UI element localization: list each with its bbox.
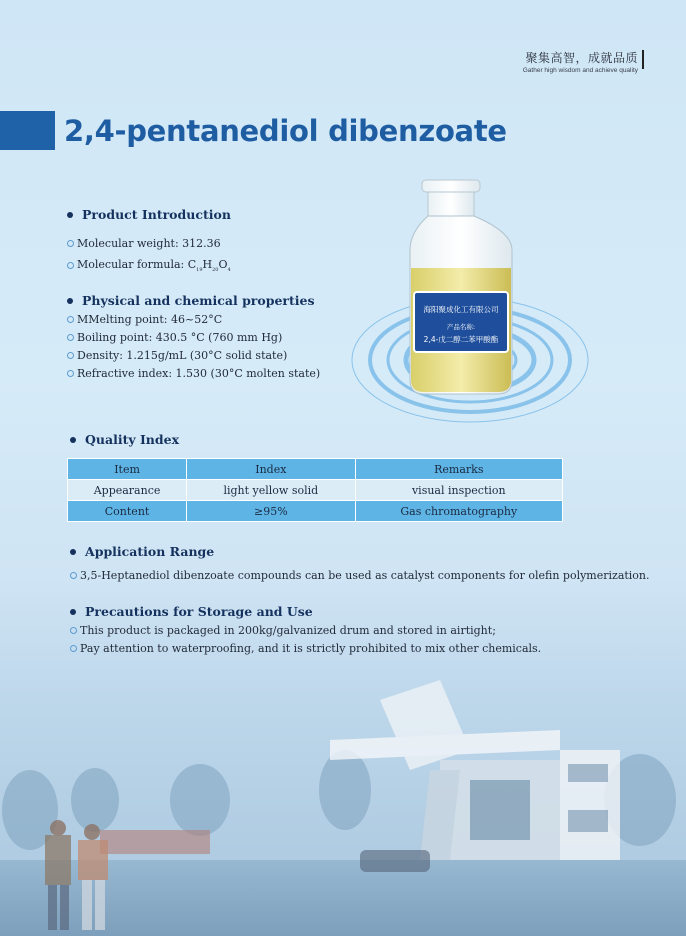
bullet-dot-icon xyxy=(67,212,73,218)
bottle-label-name: 2,4-戊二醇二苯甲酸酯 xyxy=(423,335,499,344)
table-header-cell: Remarks xyxy=(355,459,562,480)
application-heading xyxy=(70,544,214,559)
bullet-dot-icon xyxy=(70,437,76,443)
building xyxy=(330,680,620,860)
storage-item xyxy=(70,642,541,655)
product-intro-heading xyxy=(67,207,231,222)
table-cell: light yellow solid xyxy=(187,480,355,501)
table-cell: Gas chromatography xyxy=(355,501,562,522)
ring-bullet-icon xyxy=(67,316,74,323)
bottle-label-name-label: 产品名称: xyxy=(446,323,476,331)
storage-text: Pay attention to waterproofing, and it is strictly prohibited to mix other chemicals. xyxy=(80,642,542,655)
table-cell: visual inspection xyxy=(355,480,562,501)
quality-index-table xyxy=(67,458,563,522)
table-row xyxy=(68,480,563,501)
quality-heading xyxy=(70,432,179,447)
bullet-dot-icon xyxy=(67,298,73,304)
table-row xyxy=(68,501,563,522)
table-cell: ≥95% xyxy=(187,501,355,522)
property-item xyxy=(67,367,320,380)
property-text: MMelting point: 46~52°C xyxy=(77,313,223,326)
ring-bullet-icon xyxy=(70,627,77,634)
slogan-english: Gather high wisdom and achieve quality xyxy=(522,67,638,74)
heading-label: Application Range xyxy=(85,544,215,559)
table-header-cell: Item xyxy=(68,459,187,480)
heading-label: Quality Index xyxy=(85,432,180,447)
property-text: Refractive index: 1.530 (30°C molten state) xyxy=(77,367,321,380)
table-cell: Content xyxy=(68,501,187,522)
molecular-formula-text: Molecular formula: $C_{19}H_{20}O_4$ xyxy=(77,258,231,274)
ring-bullet-icon xyxy=(70,572,77,579)
molecular-formula xyxy=(67,258,231,273)
properties-heading xyxy=(67,293,315,308)
title-accent-block xyxy=(0,111,55,150)
property-item xyxy=(67,349,287,362)
storage-text: This product is packaged in 200kg/galvanized drum and stored in airtight; xyxy=(80,624,496,637)
ring-bullet-icon xyxy=(67,334,74,341)
molecular-weight-text: Molecular weight: 312.36 xyxy=(77,237,221,250)
header-divider xyxy=(642,50,644,69)
property-text: Boiling point: 430.5 °C (760 mm Hg) xyxy=(77,331,283,344)
molecular-weight xyxy=(67,237,221,250)
storage-heading xyxy=(70,604,313,619)
header-slogan xyxy=(523,49,638,74)
ring-bullet-icon xyxy=(70,645,77,652)
product-bottle-image xyxy=(310,170,590,450)
heading-label: Product Introduction xyxy=(82,207,231,222)
bottle-label-company: 海阳聚成化工有限公司 xyxy=(423,305,499,314)
application-text-label: 3,5-Heptanediol dibenzoate compounds can be used as catalyst components for olefin polymerization. xyxy=(80,569,650,582)
car xyxy=(360,850,430,872)
heading-label: Precautions for Storage and Use xyxy=(85,604,313,619)
ring-bullet-icon xyxy=(67,370,74,377)
page-title: 2,4-pentanediol dibenzoate xyxy=(64,114,507,148)
ring-bullet-icon xyxy=(67,262,74,269)
table-header-cell: Index xyxy=(187,459,355,480)
property-item xyxy=(67,313,222,326)
storage-item xyxy=(70,624,496,637)
slogan-chinese: 聚集高智，成就品质 xyxy=(525,51,638,65)
bullet-dot-icon xyxy=(70,609,76,615)
ring-bullet-icon xyxy=(67,240,74,247)
heading-label: Physical and chemical properties xyxy=(82,293,315,308)
table-header-row xyxy=(68,459,563,480)
bullet-dot-icon xyxy=(70,549,76,555)
property-text: Density: 1.215g/mL (30°C solid state) xyxy=(77,349,288,362)
ring-bullet-icon xyxy=(67,352,74,359)
sign-wall xyxy=(100,830,210,854)
property-item xyxy=(67,331,282,344)
application-text xyxy=(70,569,650,582)
table-cell: Appearance xyxy=(68,480,187,501)
factory-building-background xyxy=(0,660,686,936)
